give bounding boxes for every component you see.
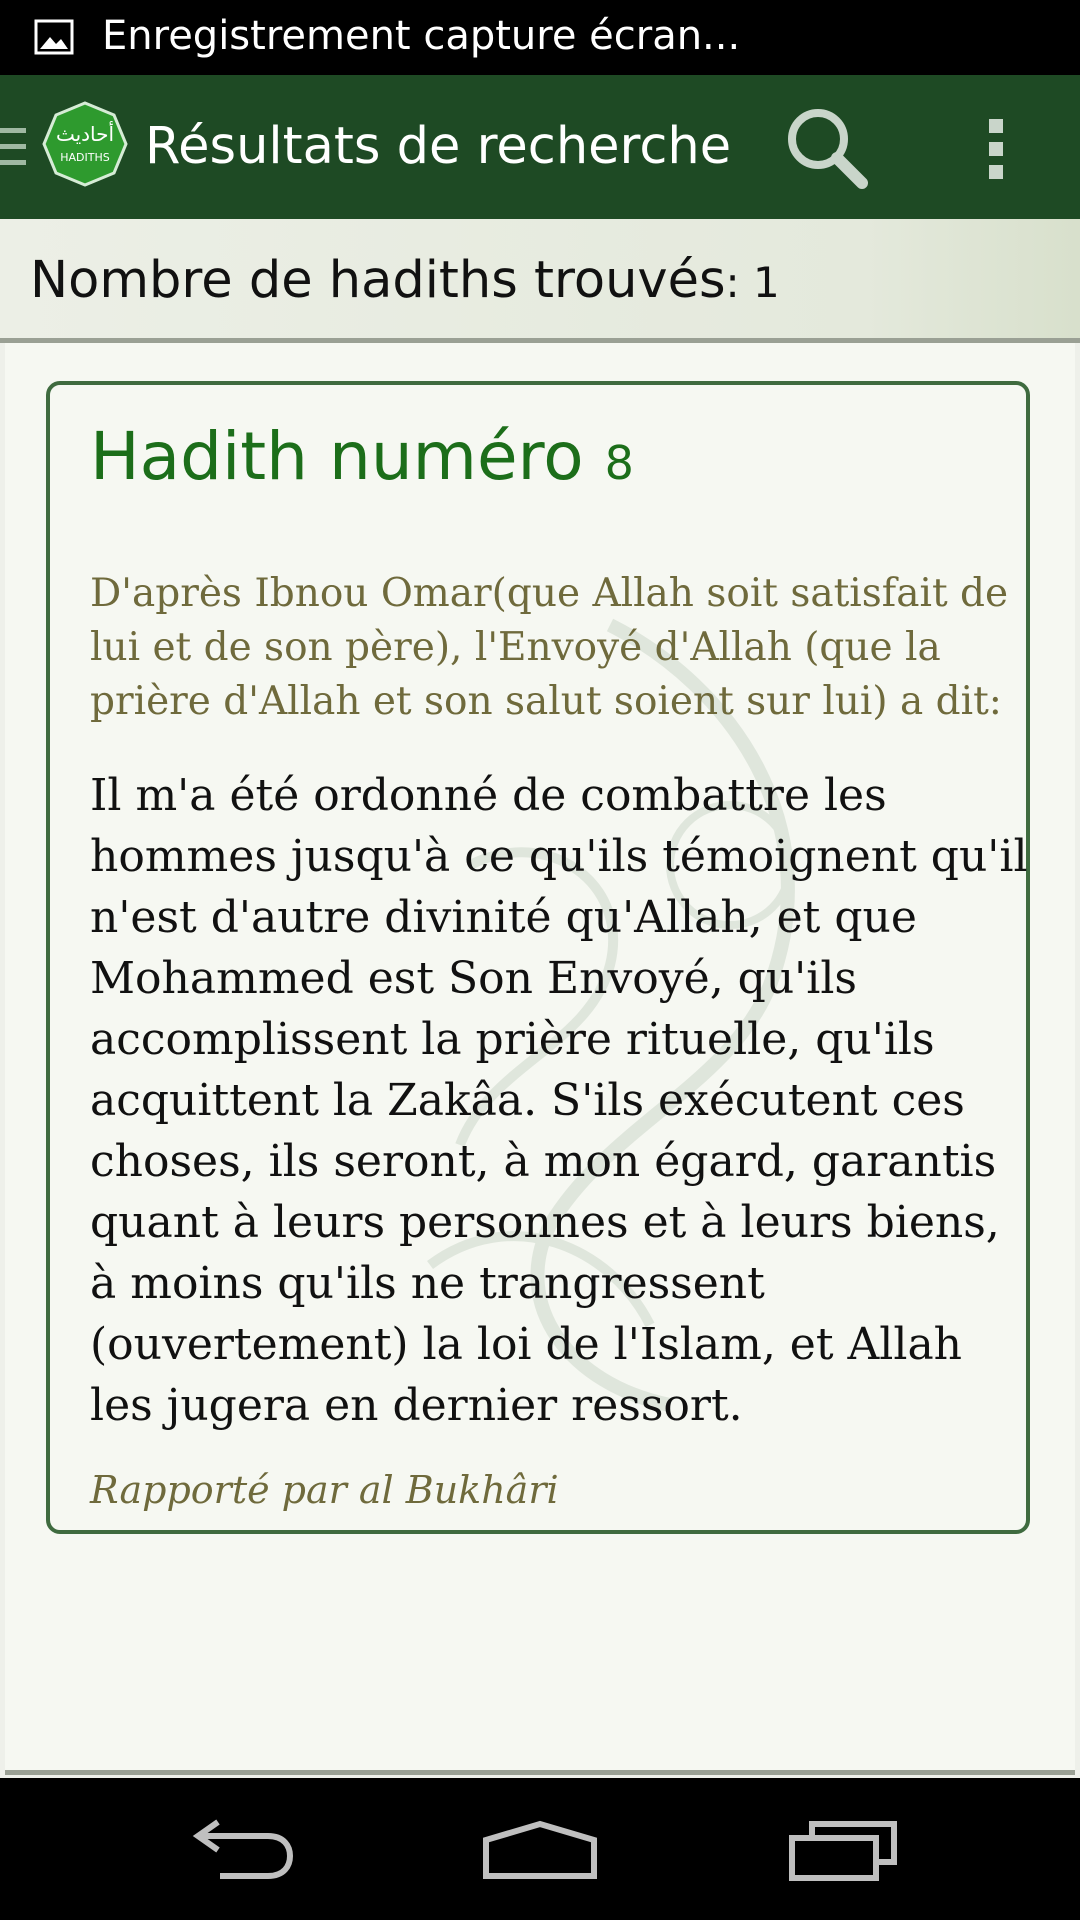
hadith-title <box>90 415 634 505</box>
navigation-bar <box>0 1778 1080 1920</box>
hadith-number: 8 <box>604 436 634 490</box>
results-count-separator: : <box>725 258 754 307</box>
app-logo[interactable] <box>42 101 128 187</box>
status-bar <box>0 0 1080 75</box>
search-icon[interactable] <box>780 101 876 197</box>
results-count <box>30 249 780 315</box>
results-list[interactable] <box>5 343 1075 1775</box>
logo-latin-text: HADITHS <box>60 151 110 164</box>
hadith-title-label: Hadith numéro <box>90 418 605 495</box>
results-count-bar <box>0 219 1080 343</box>
results-count-value: 1 <box>753 258 780 307</box>
hadith-intro: D'après Ibnou Omar(que Allah soit satisfait de lui et de son père), l'Envoyé d'Allah (que la prière d'Allah et son salut soient sur lui) a dit: <box>90 571 1009 724</box>
action-bar <box>0 75 1080 219</box>
hadith-card[interactable] <box>46 381 1030 1534</box>
results-count-label: Nombre de hadiths trouvés <box>30 251 726 310</box>
hadith-text: Il m'a été ordonné de combattre les hommes jusqu'à ce qu'ils témoignent qu'il n'est d'autre divinité qu'Allah, et que Mohammed est Son Envoyé, qu'ils accomplissent la prière rituelle, qu'ils acquittent la Zakâa. S'ils exécutent ces choses, ils seront, à mon égard, garantis quant à leurs personnes et à leurs biens, à moins qu'ils ne trangressent (ouvertement) la loi de l'Islam, et Allah les jugera en dernier ressort. <box>90 770 1028 1431</box>
image-icon <box>34 17 74 57</box>
recents-icon[interactable] <box>784 1814 904 1884</box>
drawer-menu-icon[interactable] <box>0 122 30 172</box>
home-icon[interactable] <box>480 1814 600 1884</box>
overflow-menu-icon[interactable] <box>972 109 1022 189</box>
page-title: Résultats de recherche <box>145 117 732 176</box>
logo-arabic-text: أحاديث <box>55 122 115 146</box>
back-icon[interactable] <box>180 1814 300 1884</box>
notification-text: Enregistrement capture écran... <box>102 13 741 59</box>
hadith-source: Rapporté par al Bukhâri <box>90 1468 559 1512</box>
content-area <box>0 219 1080 1778</box>
